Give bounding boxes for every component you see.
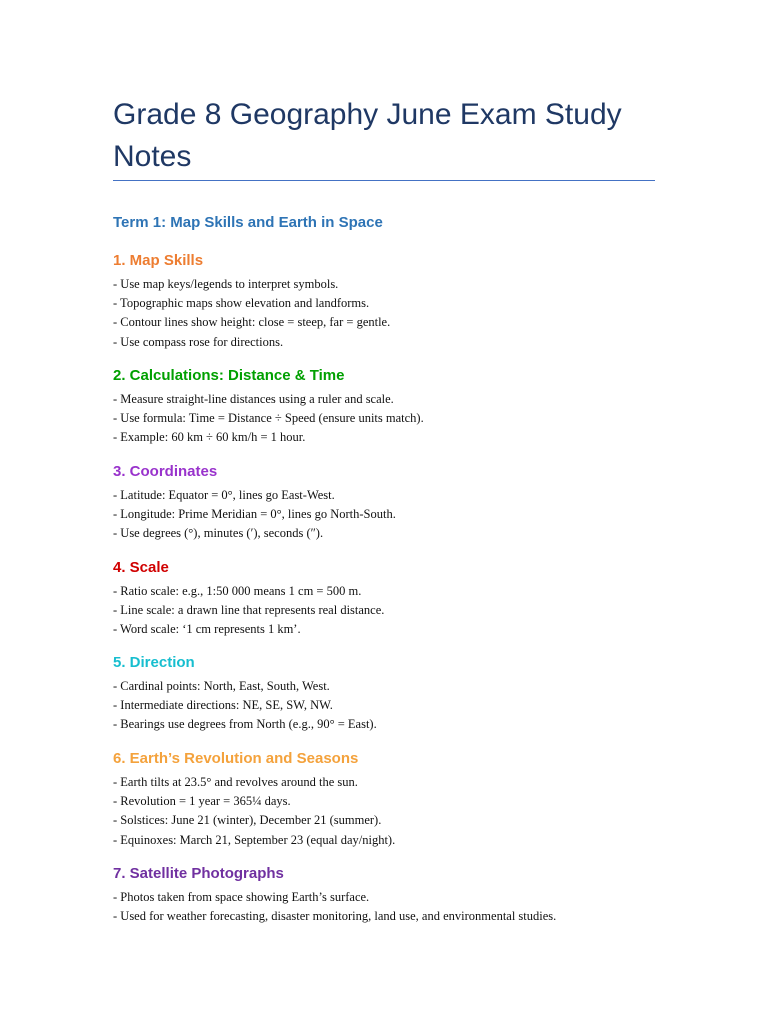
section-lines — [113, 773, 673, 850]
title-underline — [113, 180, 655, 181]
note-line: - Ratio scale: e.g., 1:50 000 means 1 cm = 500 m. — [113, 584, 362, 598]
note-line: - Latitude: Equator = 0°, lines go East-West. — [113, 488, 335, 502]
section-earth-revolution — [113, 748, 673, 850]
note-line: - Contour lines show height: close = steep, far = gentle. — [113, 315, 391, 330]
note-line: - Topographic maps show elevation and landforms. — [113, 296, 370, 311]
note-line: - Photos taken from space showing Earth’s surface. — [113, 890, 370, 904]
note-line: - Line scale: a drawn line that represents real distance. — [113, 603, 385, 618]
note-line: - Word scale: ‘1 cm represents 1 km’. — [113, 622, 301, 637]
section-heading: 1. Map Skills — [113, 252, 204, 269]
section-lines — [113, 390, 673, 448]
section-scale — [113, 557, 673, 640]
section-lines — [113, 582, 673, 640]
section-heading: 2. Calculations: Distance & Time — [113, 367, 345, 384]
note-line: - Solstices: June 21 (winter), December 21 (summer). — [113, 813, 382, 828]
section-heading: 6. Earth’s Revolution and Seasons — [113, 750, 359, 767]
note-line: - Use formula: Time = Distance ÷ Speed (ensure units match). — [113, 411, 424, 426]
section-lines — [113, 888, 673, 926]
section-map-skills — [113, 250, 673, 352]
section-heading: 4. Scale — [113, 559, 169, 576]
note-line: - Intermediate directions: NE, SE, SW, NW. — [113, 698, 333, 713]
note-line: - Use degrees (°), minutes (′), seconds (″). — [113, 526, 324, 541]
note-line: - Use compass rose for directions. — [113, 334, 284, 349]
section-direction — [113, 652, 673, 735]
section-calculations — [113, 365, 673, 448]
term-heading: Term 1: Map Skills and Earth in Space — [113, 214, 383, 231]
section-satellite-photographs — [113, 863, 673, 926]
note-line: - Longitude: Prime Meridian = 0°, lines go North-South. — [113, 507, 396, 522]
page-title: Grade 8 Geography June Exam Study Notes — [113, 98, 622, 173]
section-coordinates — [113, 461, 673, 544]
section-lines — [113, 486, 673, 544]
section-lines — [113, 275, 673, 352]
note-line: - Cardinal points: North, East, South, West. — [113, 679, 330, 693]
note-line: - Used for weather forecasting, disaster monitoring, land use, and environmental studies. — [113, 909, 557, 924]
note-line: - Earth tilts at 23.5° and revolves around the sun. — [113, 775, 358, 789]
section-heading: 5. Direction — [113, 654, 195, 671]
note-line: - Example: 60 km ÷ 60 km/h = 1 hour. — [113, 430, 306, 445]
note-line: - Measure straight-line distances using a ruler and scale. — [113, 392, 394, 406]
section-heading: 3. Coordinates — [113, 463, 218, 480]
note-line: - Use map keys/legends to interpret symbols. — [113, 277, 339, 291]
note-line: - Equinoxes: March 21, September 23 (equal day/night). — [113, 832, 396, 847]
section-lines — [113, 677, 673, 735]
note-line: - Bearings use degrees from North (e.g., 90° = East). — [113, 717, 377, 732]
section-heading: 7. Satellite Photographs — [113, 865, 284, 882]
note-line: - Revolution = 1 year = 365¼ days. — [113, 794, 291, 809]
